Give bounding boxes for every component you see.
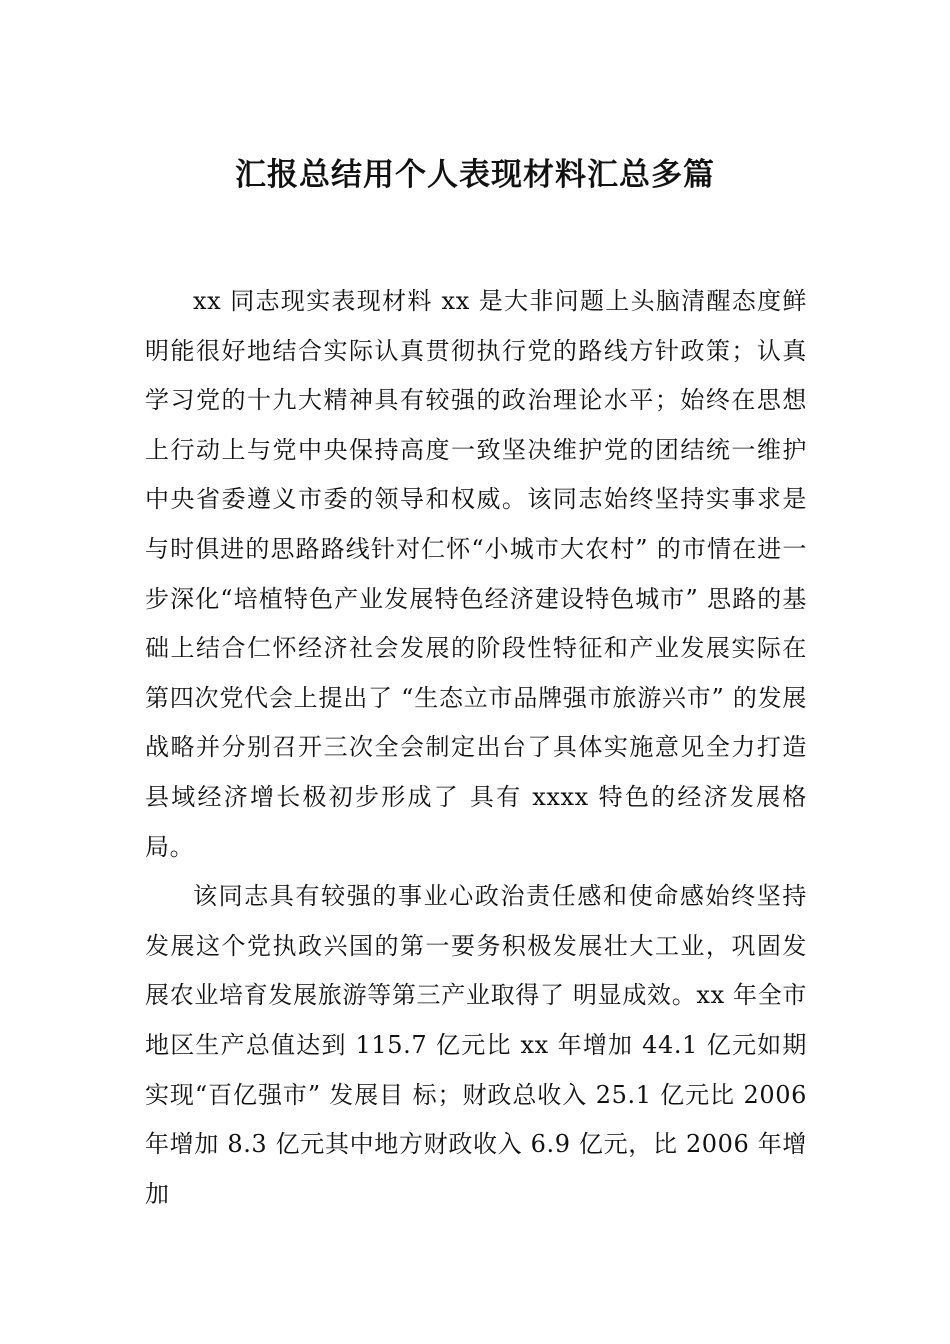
document-body	[145, 277, 807, 1219]
paragraph: xx 同志现实表现材料 xx 是大非问题上头脑清醒态度鲜明能很好地结合实际认真贯彻执行党的路线方针政策；认真学习党的十九大精神具有较强的政治理论水平；始终在思想上行动上与党中央保持高度一致坚决维护党的团结统一维护中央省委遵义市委的领导和权威。该同志始终坚持实事求是与时俱进的思路路线针对仁怀“小城市大农村” 的市情在进一步深化“培植特色产业发展特色经济建设特色城市” 思路的基础上结合仁怀经济社会发展的阶段性特征和产业发展实际在第四次党代会上提出了 “生态立市品牌强市旅游兴市” 的发展战略并分别召开三次全会制定出台了具体实施意见全力打造县域经济增长极初步形成了 具有 xxxx 特色的经济发展格局。	[145, 287, 807, 861]
paragraph: 该同志具有较强的事业心政治责任感和使命感始终坚持发展这个党执政兴国的第一要务积极发展壮大工业，巩固发展农业培育发展旅游等第三产业取得了 明显成效。xx 年全市地区生产总值达到 115.7 亿元比 xx 年增加 44.1 亿元如期实现“百亿强市” 发展目 标；财政总收入 25.1 亿元比 2006 年增加 8.3 亿元其中地方财政收入 6.9 亿元，比 2006 年增加	[145, 882, 807, 1208]
document-title: 汇报总结用个人表现材料汇总多篇	[235, 157, 715, 193]
